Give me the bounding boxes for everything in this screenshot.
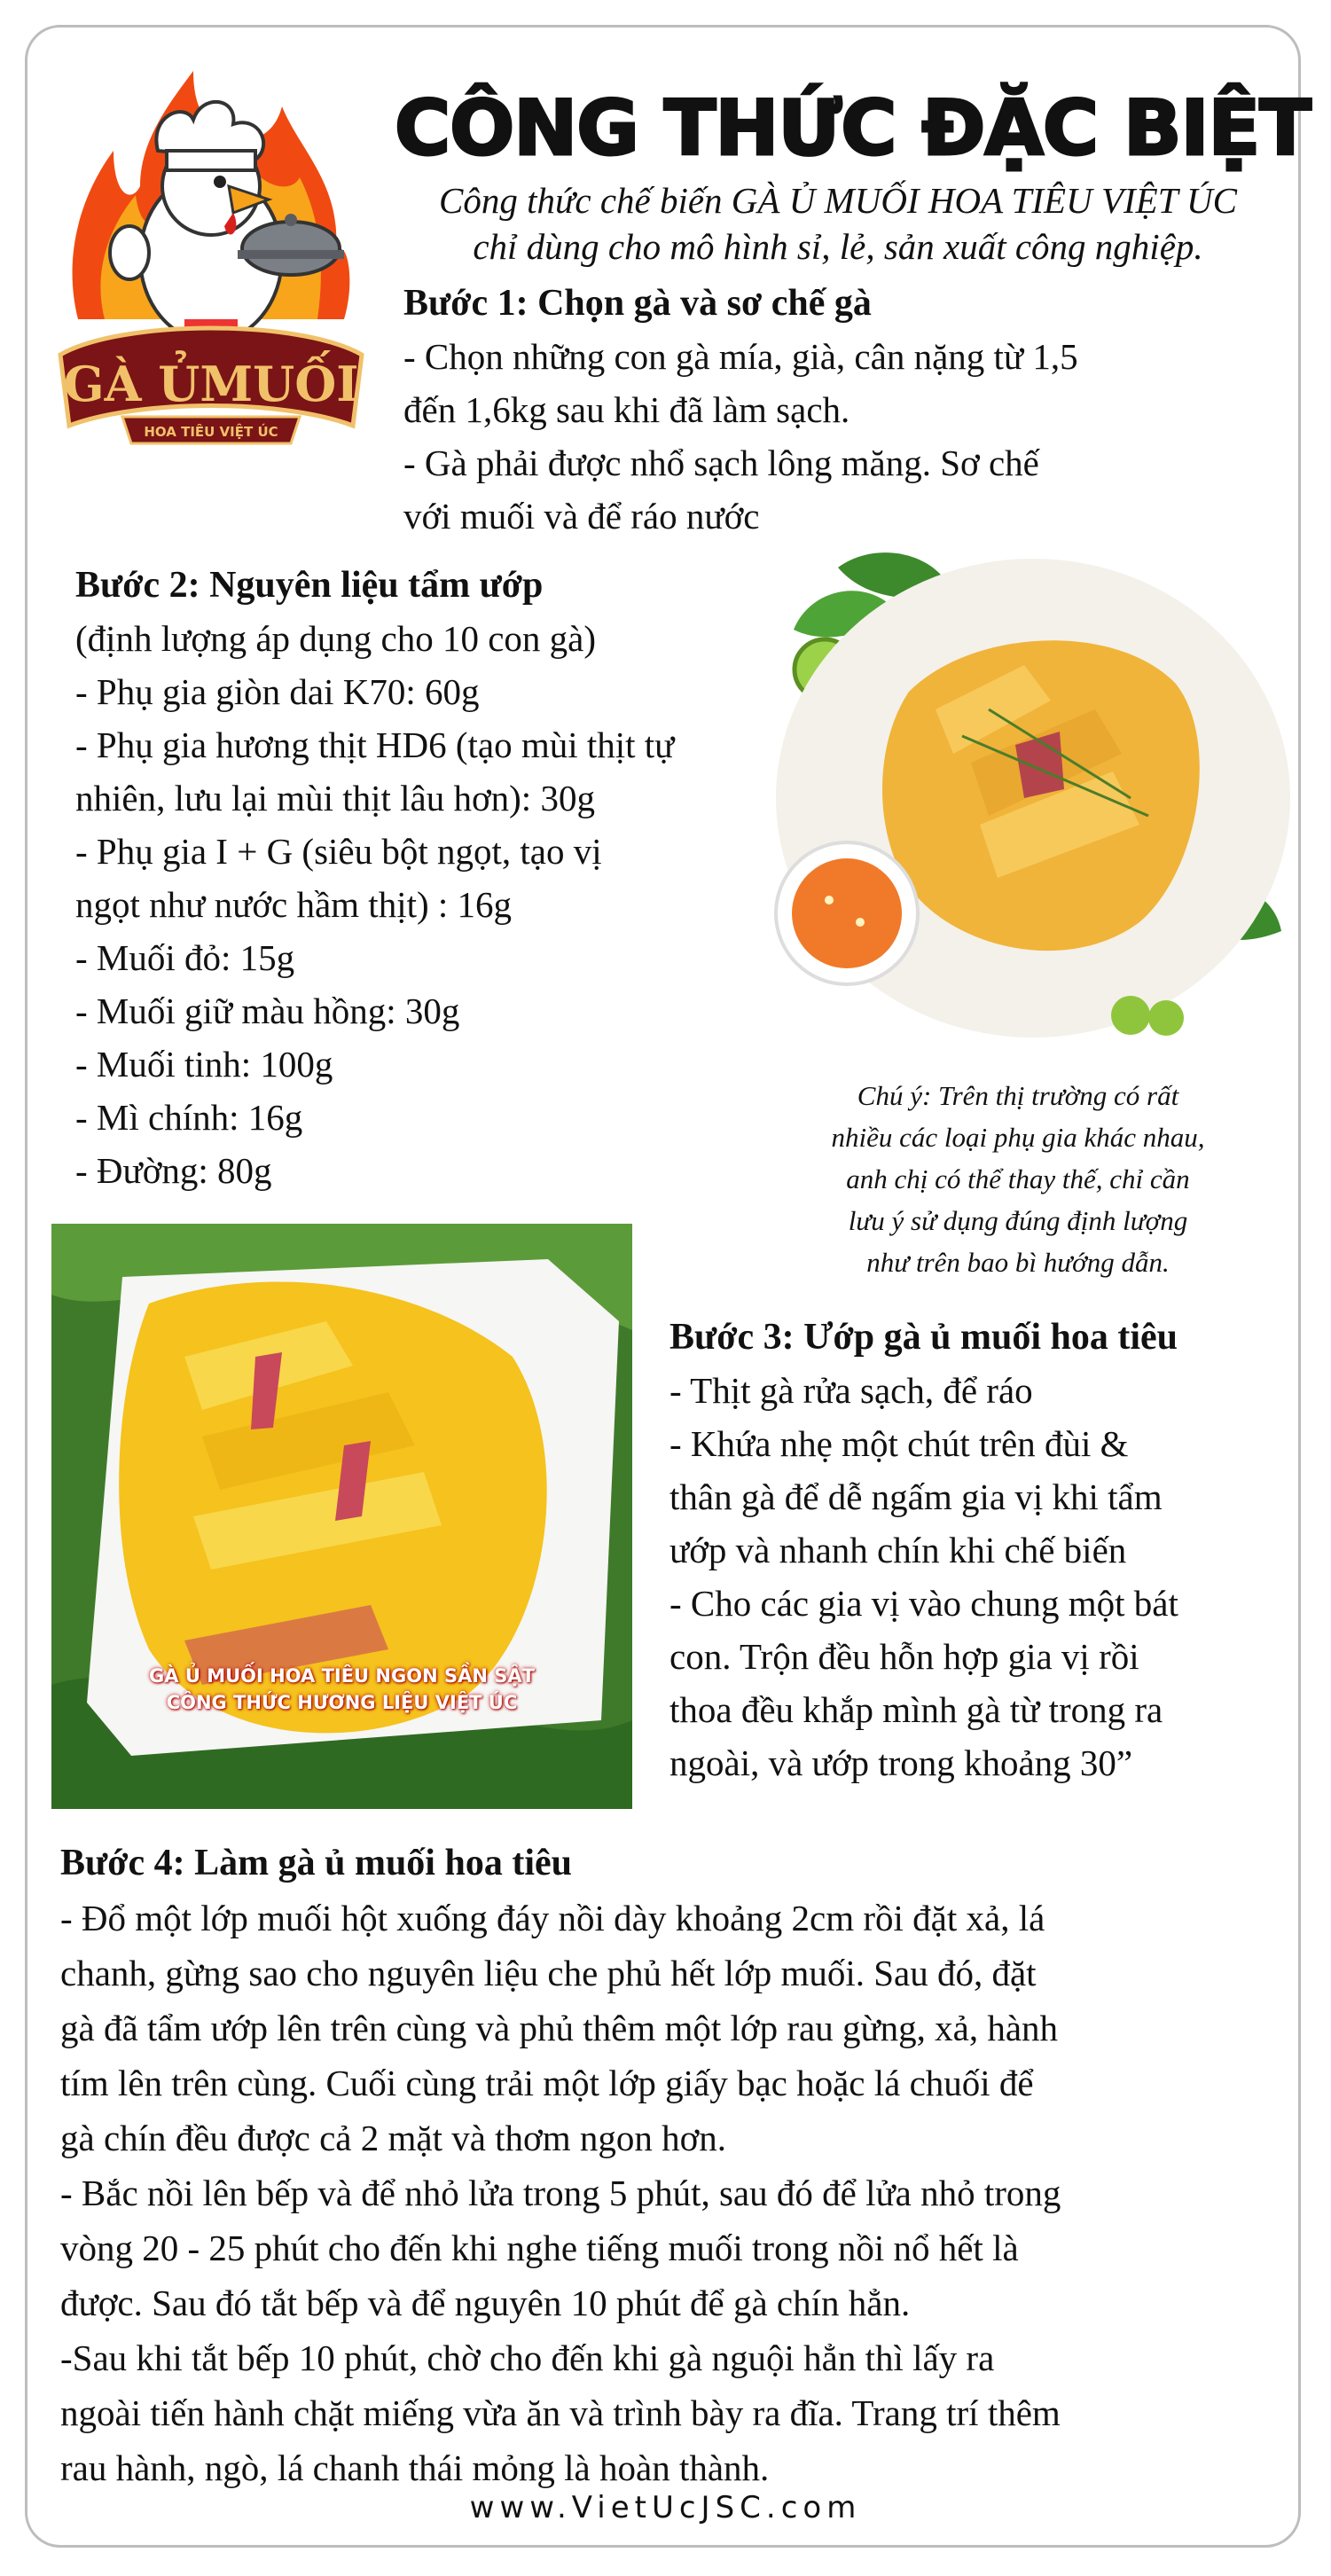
step-2-line: - Phụ gia I + G (siêu bột ngọt, tạo vị: [75, 831, 602, 872]
logo-tagline: HOA TIÊU VIỆT ÚC: [144, 424, 278, 440]
subtitle-line: chỉ dùng cho mô hình sỉ, lẻ, sản xuất công nghiệp.: [473, 226, 1203, 267]
logo-text: GÀ ỦMUỐI: [63, 356, 359, 412]
step-1-heading: Bước 1: Chọn gà và sơ chế gà: [403, 283, 872, 324]
step-1-line: - Gà phải được nhổ sạch lông măng. Sơ chế: [403, 442, 1039, 483]
note: [770, 1075, 1266, 1283]
step-2-line: (định lượng áp dụng cho 10 con gà): [75, 618, 597, 659]
step-4-line: - Đổ một lớp muối hột xuống đáy nồi dày khoảng 2cm rồi đặt xả, lá: [60, 1898, 1045, 1938]
note-line: Chú ý: Trên thị trường có rất: [857, 1080, 1179, 1111]
note-line: anh chị có thể thay thế, chỉ cần: [846, 1163, 1190, 1194]
chicken-photo-art: [51, 1224, 632, 1809]
note-line: lưu ý sử dụng đúng định lượng: [848, 1205, 1188, 1236]
step-3-line: - Khứa nhẹ một chút trên đùi &: [669, 1423, 1129, 1464]
step-2-line: - Phụ gia giòn dai K70: 60g: [75, 671, 480, 712]
lime-icon: [1111, 996, 1150, 1035]
step-2-line: nhiên, lưu lại mùi thịt lâu hơn): 30g: [75, 778, 595, 818]
step-3-line: - Thịt gà rửa sạch, để ráo: [669, 1370, 1033, 1411]
step-4: [60, 1836, 1061, 2495]
step-3: [669, 1311, 1178, 1789]
chicken-dish-image: [758, 532, 1290, 1046]
step-2-line: ngọt như nước hầm thịt) : 16g: [75, 884, 513, 925]
step-1: [403, 277, 1078, 543]
ga-u-muoi-logo: [51, 53, 371, 461]
step-2: [75, 559, 674, 1197]
step-2-line: - Muối đỏ: 15g: [75, 937, 295, 978]
photo-caption-line: CÔNG THỨC HƯƠNG LIỆU VIỆT ÚC: [166, 1692, 518, 1713]
step-3-line: thoa đều khắp mình gà từ trong ra: [669, 1689, 1163, 1730]
step-2-line: - Phụ gia hương thịt HD6 (tạo mùi thịt tự: [75, 724, 675, 765]
step-3-line: con. Trộn đều hỗn hợp gia vị rồi: [669, 1636, 1139, 1677]
step-3-line: - Cho các gia vị vào chung một bát: [669, 1583, 1178, 1624]
dipping-sauce-icon: [776, 842, 918, 984]
step-4-line: được. Sau đó tắt bếp và để nguyên 10 phút để gà chín hẳn.: [60, 2282, 911, 2323]
step-2-line: - Đường: 80g: [75, 1150, 272, 1191]
subtitle: [381, 177, 1295, 270]
note-line: như trên bao bì hướng dẫn.: [866, 1247, 1170, 1278]
step-4-line: vòng 20 - 25 phút cho đến khi nghe tiếng muối trong nồi nổ hết là: [60, 2228, 1019, 2268]
step-3-line: ướp và nhanh chín khi chế biến: [669, 1530, 1127, 1570]
website-link[interactable]: www.VietUcJSC.com: [469, 2490, 862, 2525]
step-4-line: gà đã tẩm ướp lên trên cùng và phủ thêm một lớp rau gừng, xả, hành: [60, 2008, 1059, 2048]
step-1-line: với muối và để ráo nước: [403, 496, 760, 536]
step-1-line: đến 1,6kg sau khi đã làm sạch.: [403, 389, 850, 430]
step-1-line: - Chọn những con gà mía, già, cân nặng từ 1,5: [403, 336, 1078, 377]
step-4-line: -Sau khi tắt bếp 10 phút, chờ cho đến khi gà nguội hẳn thì lấy ra: [60, 2337, 995, 2378]
subtitle-line: Công thức chế biến GÀ Ủ MUỐI HOA TIÊU VIỆT ÚC: [439, 180, 1237, 221]
step-4-line: ngoài tiến hành chặt miếng vừa ăn và trình bày ra đĩa. Trang trí thêm: [60, 2392, 1061, 2433]
step-4-line: - Bắc nồi lên bếp và để nhỏ lửa trong 5 phút, sau đó để lửa nhỏ trong: [60, 2173, 1061, 2213]
step-4-line: chanh, gừng sao cho nguyên liệu che phủ hết lớp muối. Sau đó, đặt: [60, 1953, 1037, 1993]
step-3-line: thân gà để dễ ngấm gia vị khi tẩm: [669, 1476, 1163, 1517]
step-3-line: ngoài, và ướp trong khoảng 30”: [669, 1742, 1133, 1783]
logo-banner: [60, 328, 362, 443]
step-4-line: gà chín đều được cả 2 mặt và thơm ngon hơn.: [60, 2118, 727, 2158]
chicken-pieces: [882, 640, 1200, 951]
page-title: CÔNG THỨC ĐẶC BIỆT: [395, 84, 1311, 173]
chicken-photo: [51, 1224, 632, 1809]
step-2-line: - Muối tinh: 100g: [75, 1044, 333, 1084]
step-4-line: tím lên trên cùng. Cuối cùng trải một lớp giấy bạc hoặc lá chuối để: [60, 2063, 1034, 2103]
step-2-heading: Bước 2: Nguyên liệu tẩm ướp: [75, 565, 544, 606]
step-2-line: - Mì chính: 16g: [75, 1097, 303, 1138]
step-4-line: rau hành, ngò, lá chanh thái mỏng là hoàn thành.: [60, 2447, 770, 2488]
step-3-heading: Bước 3: Ướp gà ủ muối hoa tiêu: [669, 1317, 1178, 1358]
step-2-line: - Muối giữ màu hồng: 30g: [75, 990, 460, 1031]
photo-caption-line: GÀ Ủ MUỐI HOA TIÊU NGON SẦN SẬT: [149, 1665, 535, 1687]
step-4-heading: Bước 4: Làm gà ủ muối hoa tiêu: [60, 1843, 572, 1883]
note-line: nhiều các loại phụ gia khác nhau,: [831, 1122, 1205, 1153]
lime-icon: [1148, 1000, 1184, 1036]
